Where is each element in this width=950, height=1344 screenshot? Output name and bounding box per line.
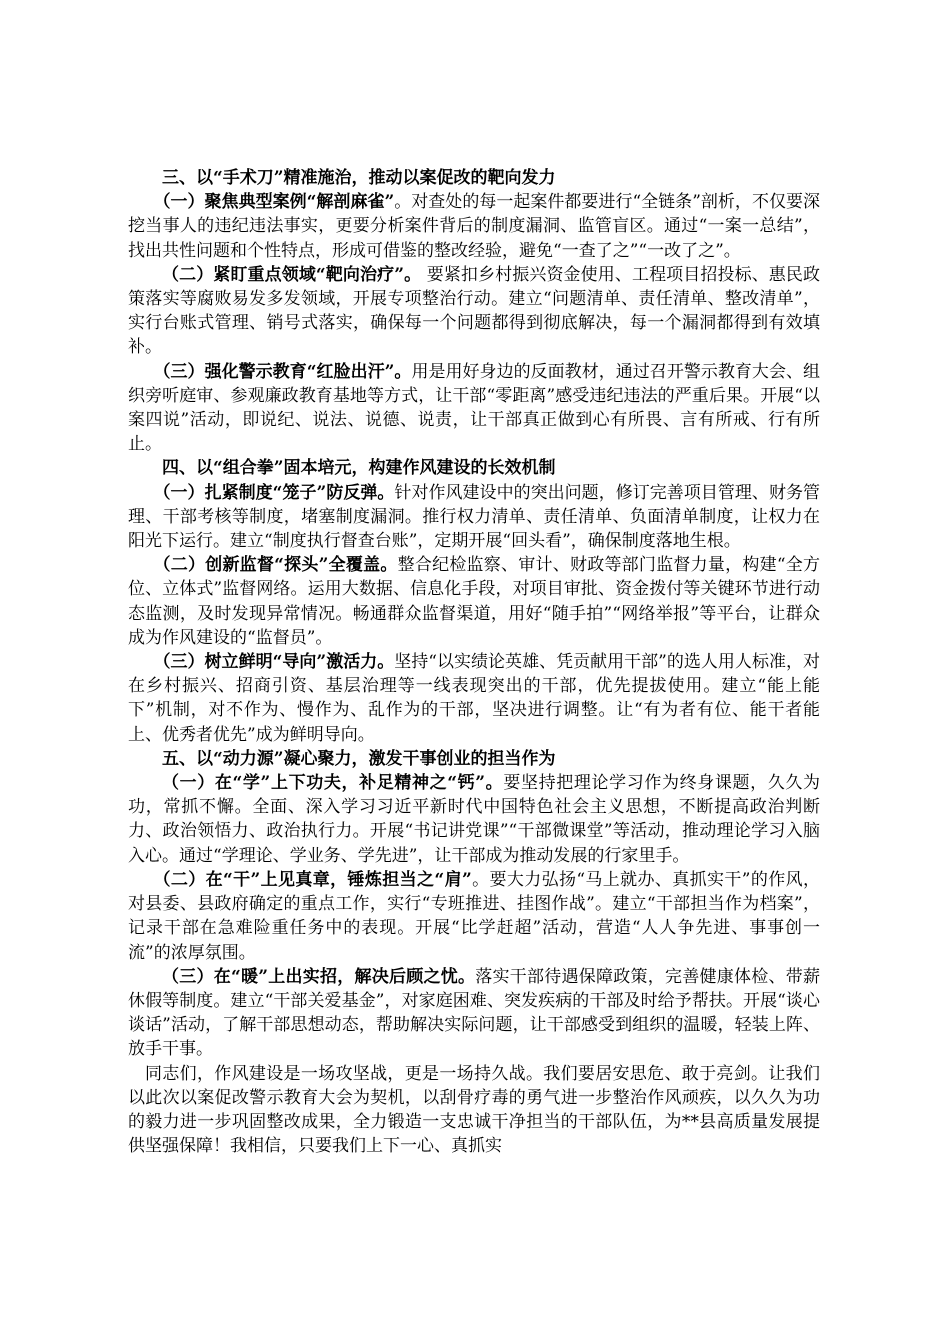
heading-text: 四、以“组合拳”固本培元，构建作风建设的长效机制 bbox=[162, 458, 556, 479]
paragraph-lead: （三）在“暖”上出实招，解决后顾之忧。 bbox=[162, 966, 476, 987]
paragraph-lead: （二）在“干”上见真章，锤炼担当之“肩” bbox=[153, 869, 472, 890]
paragraph bbox=[128, 1062, 820, 1159]
paragraph-lead: （一）聚焦典型案例“解剖麻雀” bbox=[153, 192, 395, 213]
section-heading-5 bbox=[128, 747, 820, 771]
paragraph-lead: （三）树立鲜明“导向”激活力。 bbox=[153, 652, 395, 673]
paragraph bbox=[128, 481, 820, 554]
paragraph-body: 针对作风建设中的突出问题，修订完善项目管理、财务管理、干部考核等制度，堵塞制度漏洞。推行权力清单、责任清单、负面清单制度，让权力在阳光下运行。建立“制度执行督查台账”，定期开展“回头看”，确保制度落地生根。 bbox=[128, 482, 820, 552]
section-heading-4 bbox=[128, 456, 820, 480]
document-page bbox=[128, 166, 820, 1158]
section-heading-3 bbox=[128, 166, 820, 190]
paragraph-lead: （三）强化警示教育“红脸出汗”。 bbox=[153, 361, 412, 382]
paragraph-body: 同志们，作风建设是一场攻坚战，更是一场持久战。我们要居安思危、敢于亮剑。让我们以此次以案促改警示教育大会为契机，以刮骨疗毒的勇气进一步整治作风顽疾，以久久为功的毅力进一步巩固整改成果，全力锻造一支忠诚干净担当的干部队伍，为**县高质量发展提供坚强保障！我相信，只要我们上下一心、真抓实 bbox=[128, 1063, 820, 1157]
paragraph bbox=[128, 965, 820, 1062]
paragraph-lead: （一）在“学”上下功夫，补足精神之“钙”。 bbox=[162, 773, 504, 794]
paragraph-body: 。对查处的每一起案件都要进行“全链条”剖析，不仅要深挖当事人的违纪违法事实，更要分析案件背后的制度漏洞、监管盲区。通过“一案一总结”，找出共性问题和个性特点，形成可借鉴的整改经验，避免“一查了之”“一改了之”。 bbox=[128, 192, 820, 261]
paragraph-body: 用是用好身边的反面教材，通过召开警示教育大会、组织旁听庭审、参观廉政教育基地等方式，让干部“零距离”感受违纪违法的严重后果。开展“以案四说”活动，即说纪、说法、说德、说责，让干部真正做到心有所畏、言有所戒、行有所止。 bbox=[128, 361, 821, 455]
paragraph bbox=[128, 771, 820, 868]
paragraph-lead: （二）创新监督“探头”全覆盖。 bbox=[153, 555, 398, 576]
paragraph bbox=[128, 360, 820, 457]
heading-text: 三、以“手术刀”精准施治，推动以案促改的靶向发力 bbox=[162, 168, 556, 188]
paragraph-body: 要坚持把理论学习作为终身课题，久久为功，常抓不懈。全面、深入学习习近平新时代中国特色社会主义思想，不断提高政治判断力、政治领悟力、政治执行力。开展“书记讲党课”“干部微课堂”等活动，推动理论学习入脑入心。通过“学理论、学业务、学先进”，让干部成为推动发展的行家里手。 bbox=[128, 773, 820, 866]
paragraph-body: 坚持“以实绩论英雄、凭贡献用干部”的选人用人标准，对在乡村振兴、招商引资、基层治理等一线表现突出的干部，优先提拔使用。建立“能上能下”机制，对不作为、慢作为、乱作为的干部，坚决进行调整。让“有为者有位、能干者能上、优秀者优先”成为鲜明导向。 bbox=[128, 652, 820, 745]
paragraph-body: 要紧扣乡村振兴资金使用、工程项目招投标、惠民政策落实等腐败易发多发领域，开展专项整治行动。建立“问题清单、责任清单、整改清单”，实行台账式管理、销号式落实，确保每一个问题都得到彻底解决，每一个漏洞都得到有效填补。 bbox=[128, 264, 820, 358]
paragraph bbox=[128, 263, 820, 360]
paragraph bbox=[128, 650, 820, 747]
paragraph bbox=[128, 190, 820, 263]
paragraph-lead: （二）紧盯重点领域“靶向治疗”。 bbox=[162, 264, 422, 285]
paragraph bbox=[128, 868, 820, 965]
paragraph-body: 落实干部待遇保障政策，完善健康体检、带薪休假等制度。建立“干部关爱基金”，对家庭困难、突发疾病的干部及时给予帮扶。开展“谈心谈话”活动，了解干部思想动态，帮助解决实际问题，让干部感受到组织的温暖，轻装上阵、放手干事。 bbox=[128, 966, 820, 1060]
paragraph-body: 。要大力弘扬“马上就办、真抓实干”的作风，对县委、县政府确定的重点工作，实行“专班推进、挂图作战”。建立“干部担当作为档案”，记录干部在急难险重任务中的表现。开展“比学赶超”活动，营造“人人争先进、事事创一流”的浓厚氛围。 bbox=[128, 869, 820, 963]
heading-text: 五、以“动力源”凝心聚力，激发干事创业的担当作为 bbox=[162, 748, 556, 769]
paragraph-lead: （一）扎紧制度“笼子”防反弹。 bbox=[153, 482, 395, 503]
paragraph bbox=[128, 553, 820, 650]
paragraph-body: 整合纪检监察、审计、财政等部门监督力量，构建“全方位、立体式”监督网络。运用大数据、信息化手段，对项目审批、资金拨付等关键环节进行动态监测，及时发现异常情况。畅通群众监督渠道，用好“随手拍”“网络举报”等平台，让群众成为作风建设的“监督员”。 bbox=[128, 555, 820, 648]
